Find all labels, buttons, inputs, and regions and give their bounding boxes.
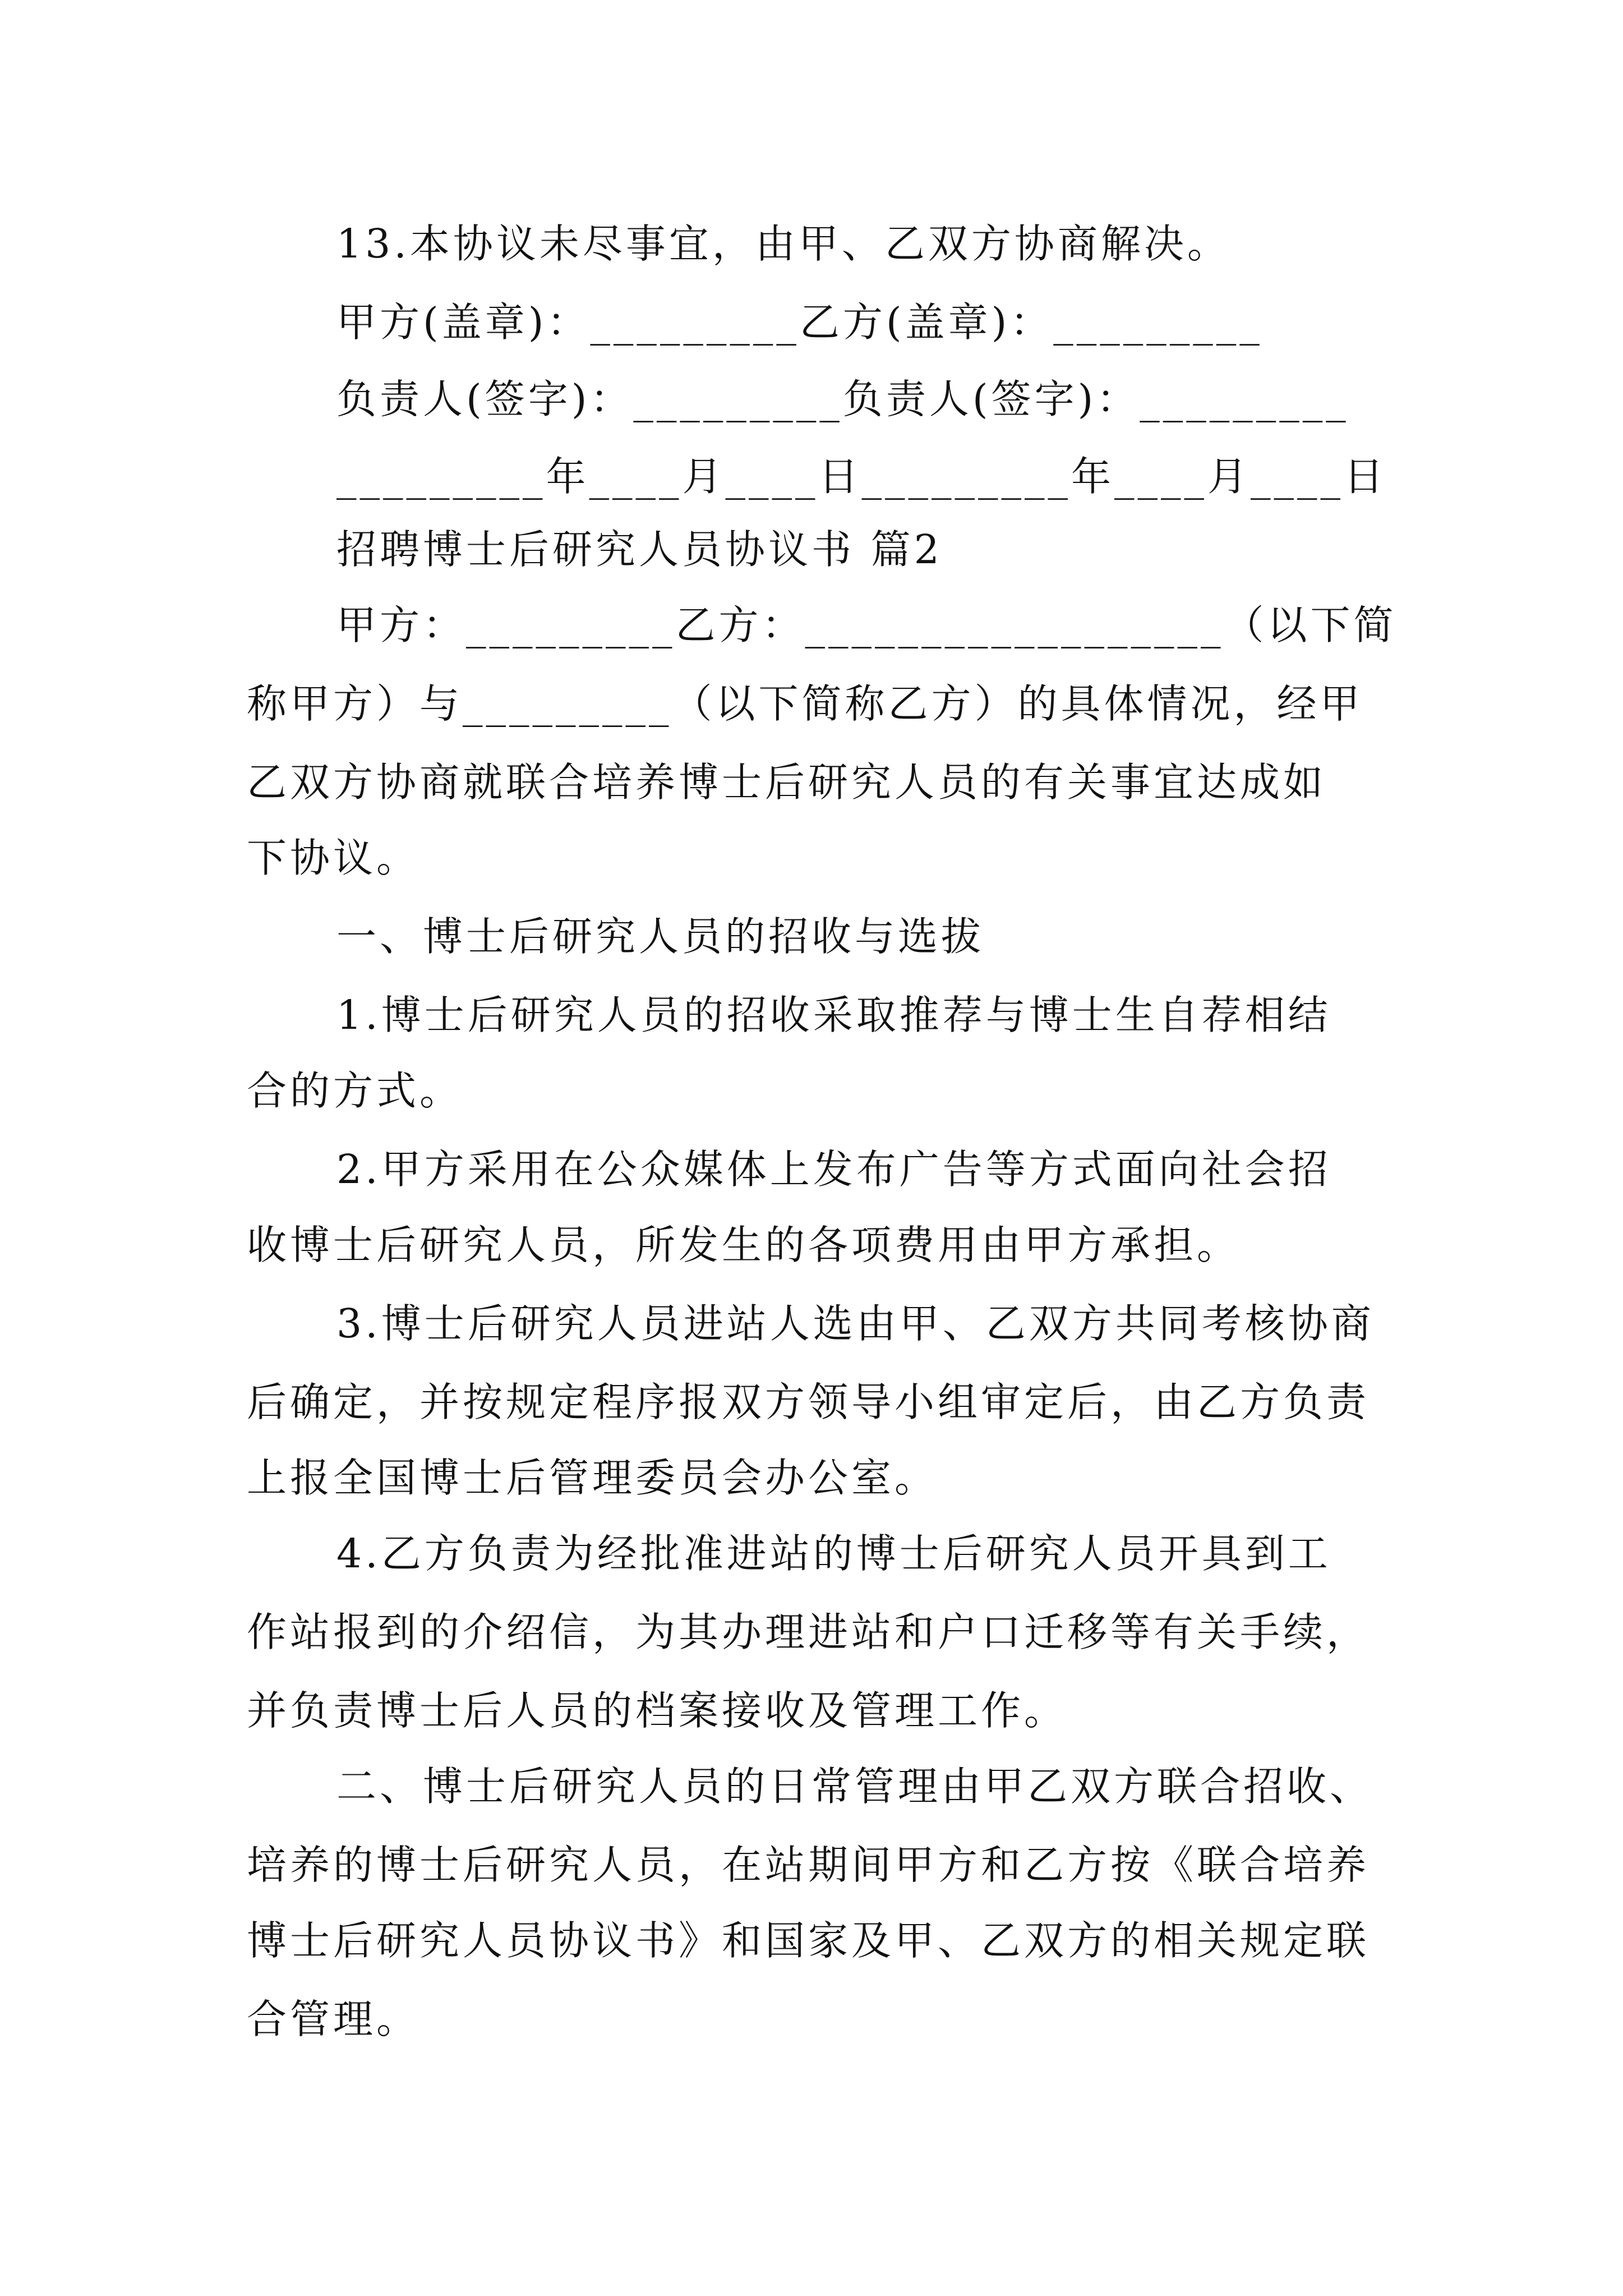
item-4-line: 4.乙方负责为经批准进站的博士后研究人员开具到工 (336, 1530, 1331, 1577)
clause-13: 13.本协议未尽事宜，由甲、乙双方协商解决。 (336, 220, 1230, 267)
chapter-2-line: 博士后研究人员协议书》和国家及甲、乙双方的相关规定联 (247, 1917, 1370, 1964)
section-heading: 招聘博士后研究人员协议书 篇2 (336, 526, 943, 573)
seal-line: 甲方(盖章)：_________乙方(盖章)：_________ (336, 299, 1263, 346)
chapter-1-heading: 一、博士后研究人员的招收与选拔 (336, 913, 985, 960)
paragraph-line: 称甲方）与_________（以下简称乙方）的具体情况，经甲 (247, 680, 1363, 727)
date-line: _________年____月____日_________年____月____日 (336, 453, 1387, 500)
chapter-2-line: 二、博士后研究人员的日常管理由甲乙双方联合招收、 (336, 1763, 1373, 1810)
item-4-line: 并负责博士后人员的档案接收及管理工作。 (247, 1687, 1068, 1734)
paragraph-line: 下协议。 (247, 835, 420, 881)
item-2-line: 收博士后研究人员，所发生的各项费用由甲方承担。 (247, 1222, 1241, 1268)
item-3-line: 后确定，并按规定程序报双方领导小组审定后，由乙方负责 (247, 1379, 1370, 1425)
item-3-line: 3.博士后研究人员进站人选由甲、乙双方共同考核协商 (336, 1300, 1375, 1347)
signature-line: 负责人(签字)：_________负责人(签字)：_________ (336, 376, 1349, 422)
item-1-line: 1.博士后研究人员的招收采取推荐与博士生自荐相结 (336, 992, 1331, 1038)
party-line: 甲方：_________乙方：__________________（以下简 (336, 602, 1397, 648)
paragraph-line: 乙双方协商就联合培养博士后研究人员的有关事宜达成如 (247, 759, 1327, 806)
item-4-line: 作站报到的介绍信，为其办理进站和户口迁移等有关手续， (247, 1609, 1370, 1655)
item-1-line: 合的方式。 (247, 1068, 463, 1114)
chapter-2-line: 合管理。 (247, 1996, 420, 2042)
item-3-line: 上报全国博士后管理委员会办公室。 (247, 1455, 938, 1501)
item-2-line: 2.甲方采用在公众媒体上发布广告等方式面向社会招 (336, 1146, 1331, 1193)
chapter-2-line: 培养的博士后研究人员，在站期间甲方和乙方按《联合培养 (247, 1842, 1370, 1888)
